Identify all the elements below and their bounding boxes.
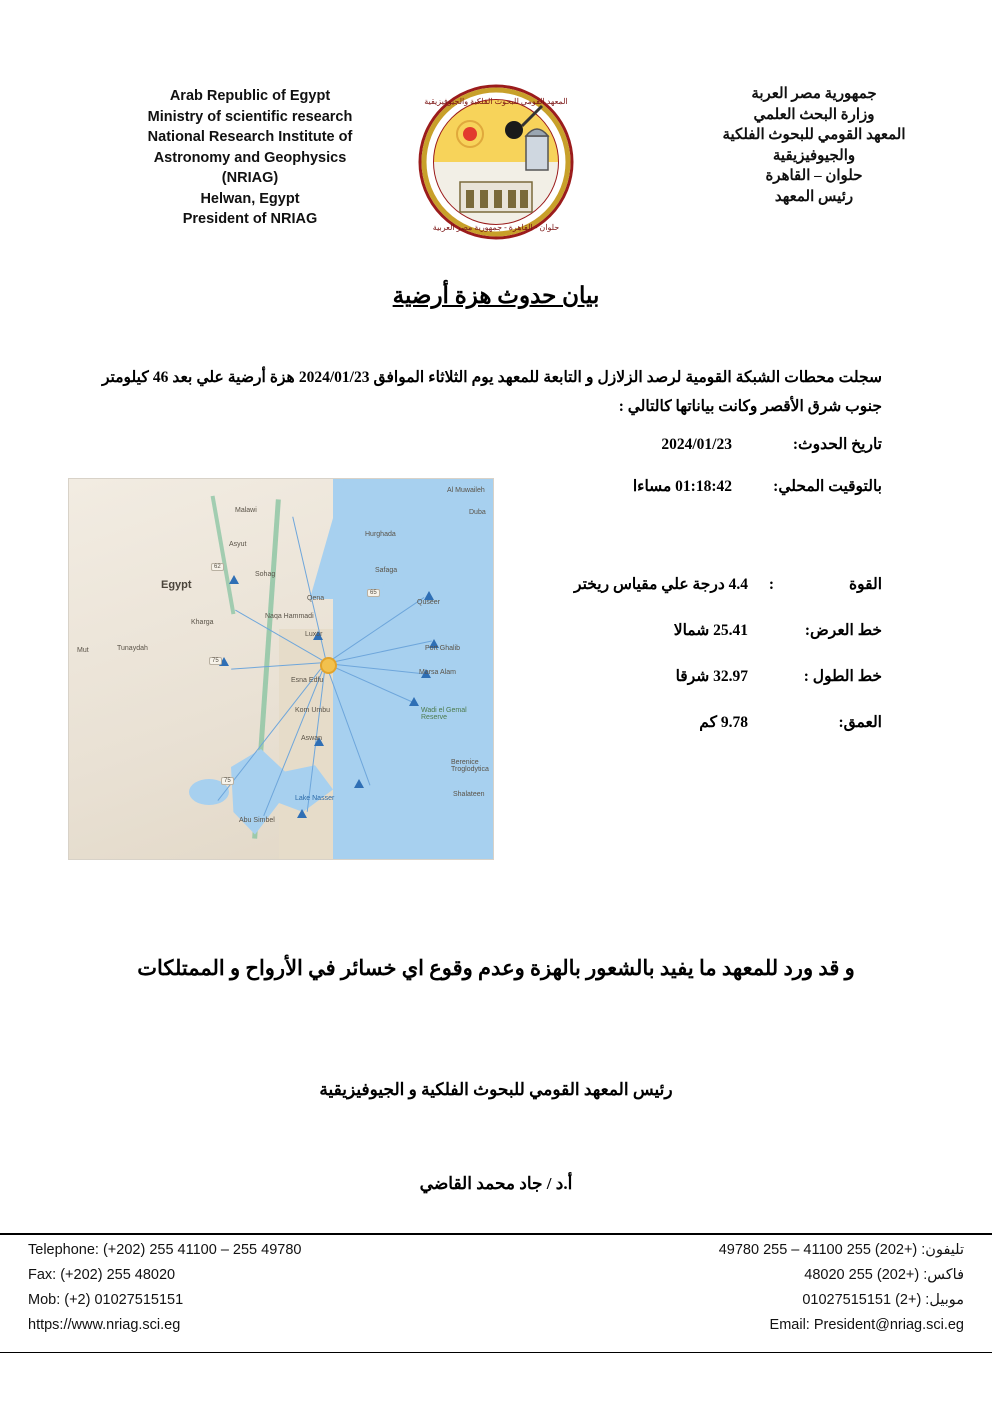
footer-mobile-ar: موبيل: (+2) 01027515151 <box>802 1292 964 1308</box>
header-ar-line-4: والجيوفيزيقية <box>772 147 856 164</box>
map-label-kom-umbu: Kom Umbu <box>295 707 331 714</box>
map-label-shalateen: Shalateen <box>453 791 485 798</box>
header-en-line-5: (NRIAG) <box>221 170 279 186</box>
parameter-latitude-label: خط العرض: <box>804 622 882 639</box>
signature-title: رئيس المعهد القومي للبحوث الفلكية و الجيوفيزيقية <box>319 1080 673 1099</box>
map-road-badge: 65 <box>367 589 380 597</box>
map-label-mut: Mut <box>77 647 89 654</box>
parameter-longitude <box>462 654 882 700</box>
footer-bottom-divider <box>0 1352 992 1353</box>
footer-contact-english <box>28 1238 301 1338</box>
map-station-marker <box>297 809 307 818</box>
map-label-luxor: Luxor <box>305 631 323 638</box>
header-arabic-block <box>664 84 964 207</box>
footer-mobile: Mob: (+2) 01027515151 <box>28 1292 184 1308</box>
map-road-badge: 75 <box>209 657 222 665</box>
map-label-naqa-hammadi: Naqa Hammadi <box>265 613 314 620</box>
parameter-longitude-label: خط الطول : <box>803 668 882 685</box>
event-time-row <box>482 477 882 496</box>
map-label-tunaydah: Tunaydah <box>117 645 148 652</box>
footer-divider <box>0 1233 992 1235</box>
header-english-block <box>120 86 380 230</box>
svg-text:حلوان - القاهرة - جمهورية مصر: حلوان - القاهرة - جمهورية مصر العربية <box>432 223 560 232</box>
map-label-esna-edfu: Esna Edfu <box>291 677 324 684</box>
epicenter-map <box>68 478 494 860</box>
header-en-line-3: National Research Institute of <box>147 129 353 145</box>
header-ar-line-6: رئيس المعهد <box>774 188 854 205</box>
footer-fax-ar: فاكس: (+202) 255 48020 <box>804 1267 964 1283</box>
event-parameters <box>462 562 882 746</box>
header-en-line-7: President of NRIAG <box>182 211 318 227</box>
map-label-abu-simbel: Abu Simbel <box>239 817 275 824</box>
intro-paragraph: سجلت محطات الشبكة القومية لرصد الزلازل و التابعة للمعهد يوم الثلاثاء الموافق 2024/01/23 هزة أرضية علي بعد 46 كيلومتر جنوب شرق الأقصر وكانت بياناتها كالتالي : <box>102 369 883 415</box>
map-label-aswan: Aswan <box>301 735 323 742</box>
header-en-line-1: Arab Republic of Egypt <box>169 88 331 104</box>
document-header <box>0 78 992 258</box>
parameter-magnitude <box>462 562 882 608</box>
page-title: بيان حدوث هزة أرضية <box>392 283 600 308</box>
map-label-safaga: Safaga <box>375 567 398 574</box>
header-en-line-6: Helwan, Egypt <box>200 190 300 207</box>
parameter-depth <box>462 700 882 746</box>
event-time-value: 01:18:42 مساءا <box>632 478 732 495</box>
event-time-label: بالتوقيت المحلي: <box>773 478 882 495</box>
map-station-marker <box>409 697 419 706</box>
map-label-kharga: Kharga <box>191 619 214 626</box>
event-date-label: تاريخ الحدوث: <box>792 436 882 453</box>
map-label-asyut: Asyut <box>229 541 247 548</box>
header-ar-line-3: المعهد القومي للبحوث الفلكية <box>722 127 906 143</box>
map-label-quseer: Quseer <box>417 599 440 606</box>
map-label-qena: Qena <box>307 595 325 602</box>
map-label-berenice: Berenice Troglodytica <box>451 759 489 773</box>
document-footer <box>0 1238 992 1348</box>
map-road-badge: 62 <box>211 563 224 571</box>
map-label-hurghada: Hurghada <box>365 531 396 538</box>
header-ar-line-2: وزارة البحث العلمي <box>753 106 875 123</box>
map-label-malawi: Malawi <box>235 507 257 514</box>
parameter-depth-label: العمق: <box>838 714 882 731</box>
event-date-row <box>482 435 882 454</box>
map-label-wadi-el-gemal: Wadi el Gemal Reserve <box>421 707 467 721</box>
map-label-sohag: Sohag <box>255 571 276 578</box>
footer-email-link[interactable]: Email: President@nriag.sci.eg <box>769 1317 964 1333</box>
signature-name: أ.د / جاد محمد القاضي <box>419 1174 573 1193</box>
map-label-marsa-alam: Marsa Alam <box>419 669 456 676</box>
map-station-marker <box>229 575 239 584</box>
parameter-magnitude-label: القوة <box>849 576 882 593</box>
map-label-lake-nasser: Lake Nasser <box>295 795 335 802</box>
parameter-magnitude-separator: : <box>768 576 774 593</box>
event-date-value: 2024/01/23 <box>661 436 732 453</box>
header-ar-line-5: حلوان – القاهرة <box>765 168 863 184</box>
footer-fax: Fax: (+202) 255 48020 <box>28 1267 176 1283</box>
svg-text:المعهد القومي للبحوث الفلكية و: المعهد القومي للبحوث الفلكية والجيوفيزيقية <box>424 97 568 106</box>
nriag-logo <box>416 82 576 242</box>
header-en-line-4: Astronomy and Geophysics <box>153 149 347 166</box>
map-label-duba: Duba <box>469 509 486 516</box>
map-epicenter-marker <box>320 657 337 674</box>
footer-contact-arabic <box>719 1238 964 1338</box>
parameter-magnitude-value: 4.4 درجة علي مقياس ريختر <box>574 576 748 593</box>
map-label-al-muwaileh: Al Muwaileh <box>447 487 485 494</box>
map-station-marker <box>354 779 364 788</box>
parameter-latitude-value: 25.41 شمالا <box>673 622 748 639</box>
header-en-line-2: Ministry of scientific research <box>147 108 353 125</box>
header-ar-line-1: جمهورية مصر العربة <box>751 86 877 102</box>
parameter-depth-value: 9.78 كم <box>699 714 748 731</box>
map-country-label: Egypt <box>161 579 192 591</box>
footer-telephone: Telephone: (+202) 255 41100 – 255 49780 <box>28 1242 302 1258</box>
felt-report-statement: و قد ورد للمعهد ما يفيد بالشعور بالهزة وعدم وقوع اي خسائر في الأرواح و الممتلكات <box>137 956 855 980</box>
footer-website-link[interactable]: https://www.nriag.sci.eg <box>28 1317 181 1333</box>
parameter-latitude <box>462 608 882 654</box>
footer-telephone-ar: تليفون: (+202) 255 41100 – 255 49780 <box>718 1242 964 1258</box>
map-road-badge: 75 <box>221 777 234 785</box>
map-label-port-ghalib: Port Ghalib <box>425 645 461 652</box>
parameter-longitude-value: 32.97 شرقا <box>675 668 748 685</box>
